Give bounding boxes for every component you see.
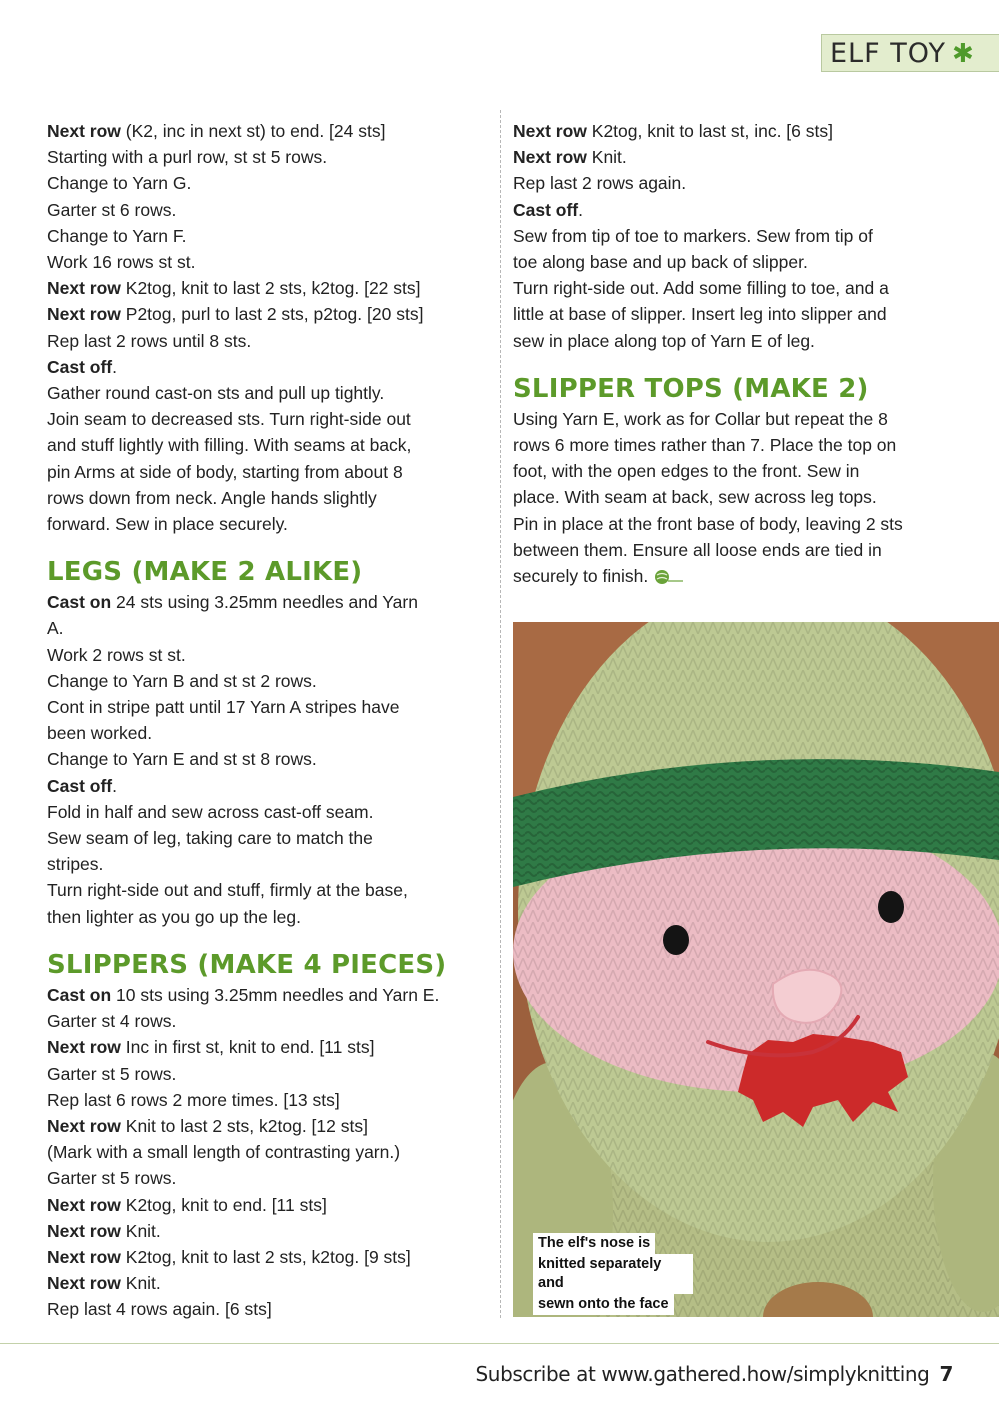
instruction-text: and stuff lightly with filling. With seams at back, xyxy=(47,435,412,456)
instruction-line xyxy=(513,223,963,249)
instruction-text: Join seam to decreased sts. Turn right-side out xyxy=(47,409,411,430)
instruction-line xyxy=(513,249,963,275)
instruction-line xyxy=(47,1113,487,1139)
instruction-text: Fold in half and sew across cast-off seam. xyxy=(47,801,374,822)
instruction-keyword: Next row xyxy=(47,1273,121,1294)
instruction-line xyxy=(47,668,487,694)
footer-rule xyxy=(0,1343,999,1344)
instruction-line xyxy=(47,1192,487,1218)
instruction-keyword: Next row xyxy=(513,121,587,141)
instruction-text: Change to Yarn E and st st 8 rows. xyxy=(47,749,317,770)
instruction-line xyxy=(513,197,963,223)
instruction-line xyxy=(47,1165,487,1191)
instruction-line xyxy=(47,118,487,144)
instruction-text: Garter st 6 rows. xyxy=(47,199,177,220)
instruction-text: K2tog, knit to last 2 sts, k2tog. [22 sts] xyxy=(120,278,421,299)
instruction-text: been worked. xyxy=(47,723,153,744)
instruction-text: A. xyxy=(47,618,64,639)
subscribe-text: Subscribe at www.gathered.how/simplyknitting xyxy=(475,1362,930,1386)
instruction-keyword: Next row xyxy=(47,1246,121,1267)
instruction-keyword: Next row xyxy=(47,121,121,141)
instruction-line xyxy=(513,563,963,589)
instruction-text: stripes. xyxy=(47,854,104,875)
instruction-keyword: Next row xyxy=(47,304,121,325)
instruction-text: rows 6 more times rather than 7. Place the top on xyxy=(513,435,897,456)
right-intro xyxy=(513,118,963,354)
instruction-line xyxy=(47,301,487,327)
instruction-text: Knit to last 2 sts, k2tog. [12 sts] xyxy=(120,1115,368,1136)
instruction-text: Change to Yarn B and st st 2 rows. xyxy=(47,670,317,691)
instruction-text: Rep last 2 rows again. xyxy=(513,173,687,194)
instruction-text: 10 sts using 3.25mm needles and Yarn E. xyxy=(111,984,440,1005)
instruction-text: Turn right-side out and stuff, firmly at the base, xyxy=(47,880,408,901)
instruction-text: Sew from tip of toe to markers. Sew from tip of xyxy=(513,225,873,246)
left-eye xyxy=(663,925,689,955)
instruction-line xyxy=(513,484,963,510)
instruction-line xyxy=(47,1087,487,1113)
instruction-text: Pin in place at the front base of body, leaving 2 sts xyxy=(513,513,903,534)
slippers-heading: SLIPPERS (MAKE 4 PIECES) xyxy=(47,949,447,980)
instruction-line xyxy=(47,328,487,354)
instruction-keyword: Cast off xyxy=(47,775,113,796)
instruction-text: Inc in first st, knit to end. [11 sts] xyxy=(120,1037,375,1058)
instruction-line xyxy=(513,458,963,484)
instruction-line xyxy=(47,275,487,301)
instruction-text: rows down from neck. Angle hands slightly xyxy=(47,487,377,508)
instruction-line xyxy=(47,1218,487,1244)
instruction-keyword: Next row xyxy=(513,147,587,168)
instruction-line xyxy=(47,380,487,406)
instruction-line xyxy=(47,170,487,196)
instruction-line xyxy=(47,144,487,170)
instruction-keyword: Next row xyxy=(47,1220,121,1241)
instruction-text: place. With seam at back, sew across leg tops. xyxy=(513,487,877,508)
photo-caption xyxy=(533,1233,693,1315)
right-eye xyxy=(878,891,904,923)
elf-photo xyxy=(513,622,999,1317)
instruction-text: K2tog, knit to end. [11 sts] xyxy=(120,1194,327,1215)
instruction-line xyxy=(513,144,963,170)
instruction-line xyxy=(47,511,487,537)
instruction-keyword: Cast on xyxy=(47,592,112,613)
instruction-line xyxy=(513,432,963,458)
instruction-text: Work 2 rows st st. xyxy=(47,644,186,665)
instruction-line xyxy=(513,537,963,563)
instruction-text: Cont in stripe patt until 17 Yarn A stripes have xyxy=(47,697,400,718)
caption-line-1: The elf's nose is xyxy=(533,1233,655,1254)
instruction-line xyxy=(47,1270,487,1296)
section-title: ELF TOY xyxy=(830,37,946,69)
instruction-keyword: Cast on xyxy=(47,984,112,1005)
slippers-instructions xyxy=(47,982,487,1323)
instruction-text: 24 sts using 3.25mm needles and Yarn xyxy=(111,592,418,613)
elf-illustration xyxy=(513,622,999,1317)
instruction-text: Sew seam of leg, taking care to match the xyxy=(47,828,373,849)
instruction-text: Turn right-side out. Add some filling to toe, and a xyxy=(513,278,889,299)
instruction-text: Change to Yarn G. xyxy=(47,173,192,194)
instruction-line xyxy=(47,1061,487,1087)
instruction-text: then lighter as you go up the leg. xyxy=(47,906,301,927)
instruction-text: Gather round cast-on sts and pull up tightly. xyxy=(47,383,385,404)
left-column xyxy=(47,118,487,1323)
instruction-text: Rep last 4 rows again. [6 sts] xyxy=(47,1299,272,1320)
instruction-line xyxy=(47,459,487,485)
instruction-line xyxy=(513,328,963,354)
instruction-line xyxy=(47,1244,487,1270)
legs-instructions xyxy=(47,589,487,930)
instruction-text: K2tog, knit to last st, inc. [6 sts] xyxy=(586,121,833,141)
legs-heading: LEGS (MAKE 2 ALIKE) xyxy=(47,557,363,588)
caption-line-3: sewn onto the face xyxy=(533,1294,674,1315)
instruction-text: Using Yarn E, work as for Collar but repeat the 8 xyxy=(513,408,888,429)
clover-icon: ✱ xyxy=(951,38,974,68)
instruction-line xyxy=(47,1296,487,1322)
instruction-text: Rep last 6 rows 2 more times. [13 sts] xyxy=(47,1089,340,1110)
instruction-text: K2tog, knit to last 2 sts, k2tog. [9 sts] xyxy=(120,1246,411,1267)
instruction-line xyxy=(47,1034,487,1060)
instruction-text: forward. Sew in place securely. xyxy=(47,514,288,535)
instruction-text: Rep last 2 rows until 8 sts. xyxy=(47,330,252,351)
slipper-tops-heading: SLIPPER TOPS (MAKE 2) xyxy=(513,373,869,404)
instruction-text: (Mark with a small length of contrasting yarn.) xyxy=(47,1142,401,1163)
column-divider xyxy=(500,110,501,1318)
instruction-text: foot, with the open edges to the front. Sew in xyxy=(513,461,860,482)
instruction-line xyxy=(47,642,487,668)
instruction-text: Knit. xyxy=(120,1220,161,1241)
instruction-line xyxy=(47,223,487,249)
instruction-text: Garter st 5 rows. xyxy=(47,1063,177,1084)
instruction-line xyxy=(47,249,487,275)
instruction-line xyxy=(47,1139,487,1165)
instruction-text: Starting with a purl row, st st 5 rows. xyxy=(47,147,328,168)
instruction-line xyxy=(513,170,963,196)
instruction-line xyxy=(47,197,487,223)
section-tab xyxy=(821,34,999,72)
instruction-line xyxy=(47,615,487,641)
instruction-text: Change to Yarn F. xyxy=(47,225,187,246)
instruction-text: Garter st 5 rows. xyxy=(47,1168,177,1189)
instruction-text: . xyxy=(578,199,584,220)
instruction-text: Knit. xyxy=(120,1273,161,1294)
instruction-keyword: Next row xyxy=(47,278,121,299)
instruction-keyword: Next row xyxy=(47,1194,121,1215)
instruction-line xyxy=(47,904,487,930)
instruction-line xyxy=(513,118,963,144)
instruction-text: . xyxy=(112,356,118,377)
instruction-line xyxy=(47,720,487,746)
instruction-line xyxy=(47,406,487,432)
slipper-tops-instructions xyxy=(513,406,963,589)
instruction-line xyxy=(47,694,487,720)
instruction-text: between them. Ensure all loose ends are tied in xyxy=(513,539,882,560)
instruction-text: securely to finish. xyxy=(513,566,649,587)
instruction-line xyxy=(47,485,487,511)
instruction-text: P2tog, purl to last 2 sts, p2tog. [20 sts] xyxy=(120,304,424,325)
instruction-line xyxy=(47,851,487,877)
instruction-line xyxy=(47,877,487,903)
instruction-keyword: Next row xyxy=(47,1115,121,1136)
instruction-line xyxy=(513,406,963,432)
instruction-line xyxy=(513,275,963,301)
right-column xyxy=(513,118,963,589)
instruction-text: sew in place along top of Yarn E of leg. xyxy=(513,330,815,351)
instruction-text: Work 16 rows st st. xyxy=(47,252,196,273)
instruction-line xyxy=(47,773,487,799)
instruction-line xyxy=(47,982,487,1008)
yarn-ball-icon xyxy=(654,569,684,585)
instruction-keyword: Cast off xyxy=(47,356,113,377)
instruction-line xyxy=(47,799,487,825)
left-intro xyxy=(47,118,487,537)
instruction-text: little at base of slipper. Insert leg into slipper and xyxy=(513,304,887,325)
instruction-line xyxy=(513,511,963,537)
footer xyxy=(476,1362,954,1386)
instruction-line xyxy=(513,301,963,327)
instruction-text: Knit. xyxy=(586,147,627,168)
instruction-text: . xyxy=(112,775,118,796)
instruction-line xyxy=(47,825,487,851)
instruction-text: toe along base and up back of slipper. xyxy=(513,252,808,273)
caption-line-2: knitted separately and xyxy=(533,1254,693,1294)
instruction-line xyxy=(47,746,487,772)
instruction-keyword: Next row xyxy=(47,1037,121,1058)
instruction-text: (K2, inc in next st) to end. [24 sts] xyxy=(120,121,386,141)
instruction-line xyxy=(47,1008,487,1034)
instruction-line xyxy=(47,589,487,615)
page-number: 7 xyxy=(939,1362,953,1386)
instruction-line xyxy=(47,432,487,458)
instruction-text: pin Arms at side of body, starting from about 8 xyxy=(47,461,403,482)
instruction-line xyxy=(47,354,487,380)
instruction-text: Garter st 4 rows. xyxy=(47,1011,177,1032)
instruction-keyword: Cast off xyxy=(513,199,579,220)
